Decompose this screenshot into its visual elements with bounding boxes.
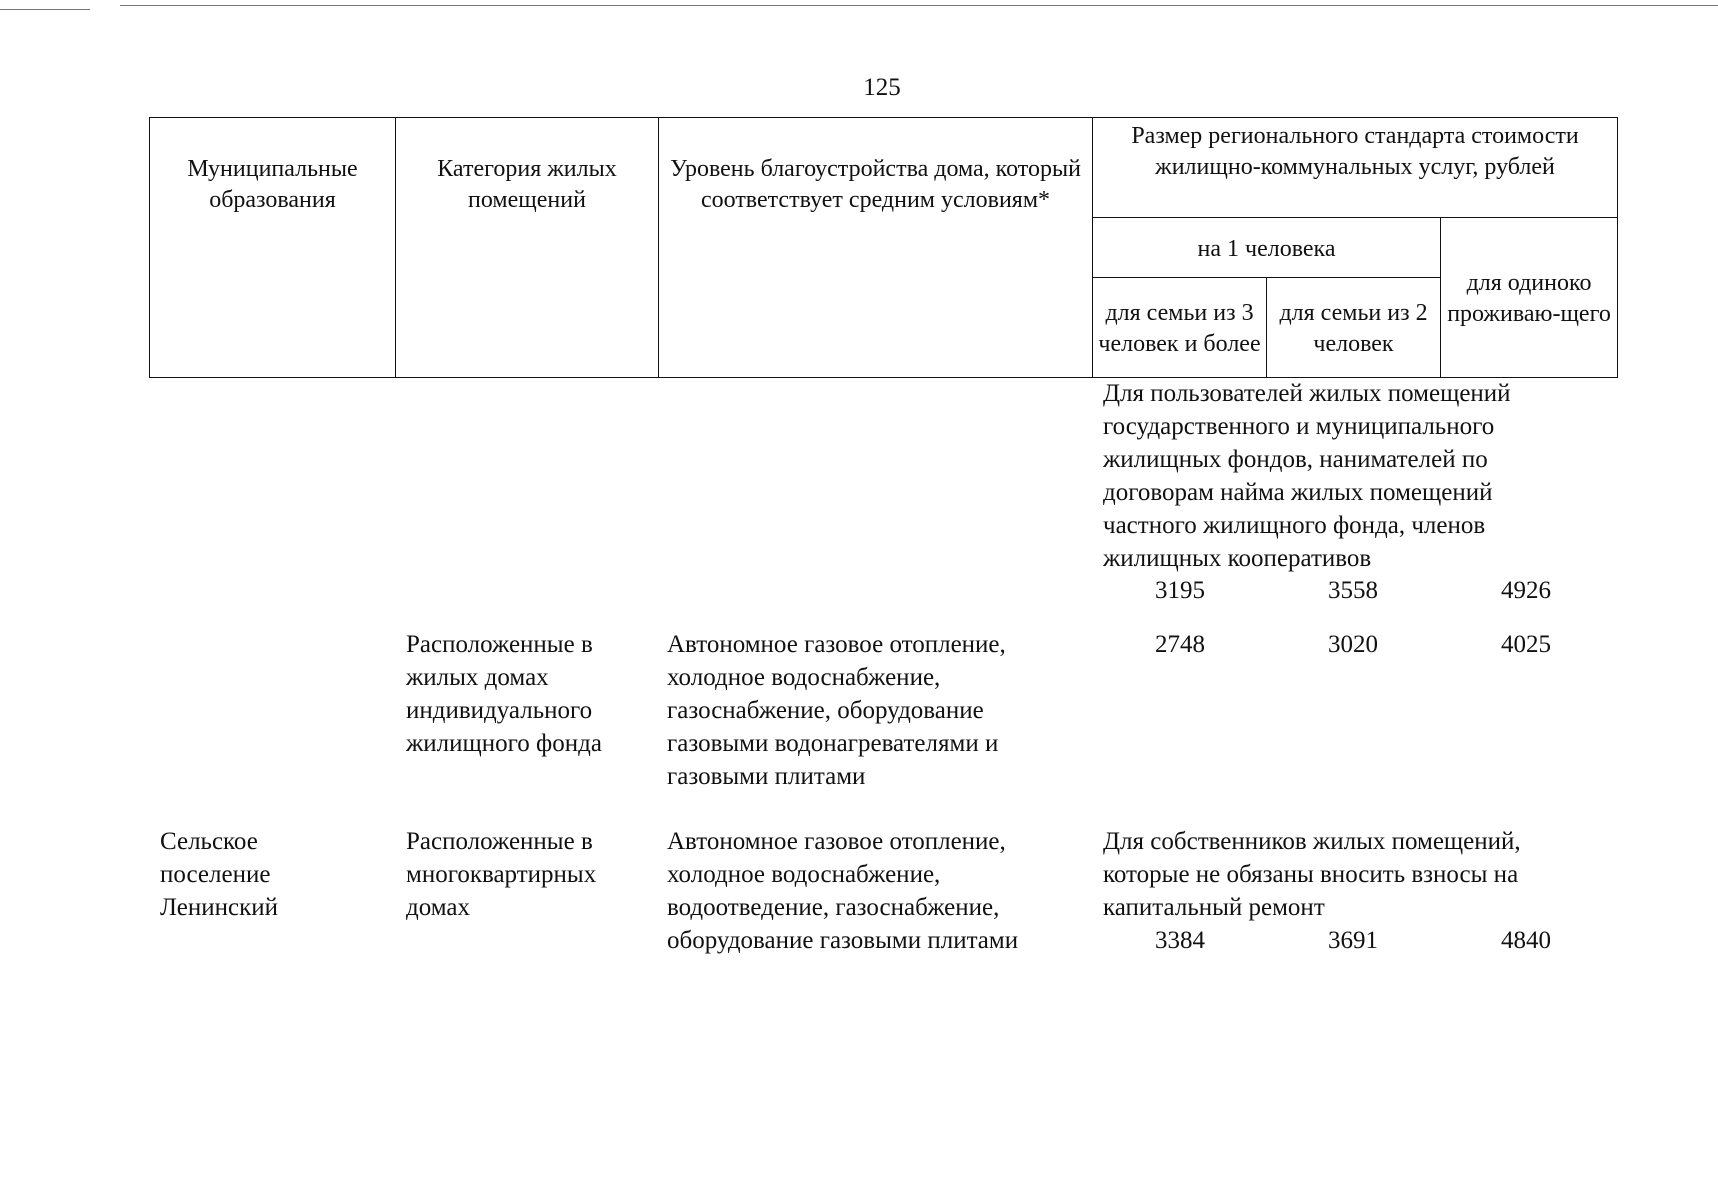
scan-edge-line	[120, 5, 1718, 6]
value-family2: 3691	[1328, 927, 1378, 954]
header-municipal: Муниципальные образования	[150, 118, 396, 378]
header-family2: для семьи из 2 человек	[1267, 278, 1441, 378]
header-single: для одиноко проживаю-щего	[1441, 218, 1618, 378]
scan-edge-line	[0, 9, 90, 10]
header-size: Размер регионального стандарта стоимости жилищно-коммунальных услуг, рублей	[1093, 118, 1618, 218]
value-family3: 3195	[1155, 577, 1205, 604]
value-family3: 2748	[1155, 631, 1205, 658]
category-leninsky: Расположенные в многоквартирных домах	[406, 828, 597, 921]
value-family3: 3384	[1155, 927, 1205, 954]
category-individual: Расположенные в жилых домах индивидуального жилищного фонда	[406, 631, 602, 757]
header-per-person: на 1 человека	[1093, 218, 1441, 278]
value-single: 4025	[1501, 631, 1551, 658]
section-note-tenants: Для пользователей жилых помещений государственного и муниципального жилищных фондов, нанимателей по договорам найма жилых помещений частного жилищного фонда, членов жилищных кооперативов	[1103, 380, 1511, 572]
section-note-owners: Для собственников жилых помещений, которые не обязаны вносить взносы на капитальный ремонт	[1103, 828, 1521, 921]
header-family3: для семьи из 3 человек и более	[1093, 278, 1267, 378]
header-level: Уровень благоустройства дома, который соответствует средним условиям*	[659, 118, 1093, 378]
header-category: Категория жилых помещений	[396, 118, 659, 378]
table-header	[149, 117, 1618, 378]
value-single: 4926	[1501, 577, 1551, 604]
municipal-leninsky: Сельское поселение Ленинский	[160, 828, 279, 921]
value-single: 4840	[1501, 927, 1551, 954]
level-individual: Автономное газовое отопление, холодное водоснабжение, газоснабжение, оборудование газовыми водонагревателями и газовыми плитами	[667, 631, 1006, 790]
level-leninsky: Автономное газовое отопление, холодное водоснабжение, водоотведение, газоснабжение, оборудование газовыми плитами	[667, 828, 1019, 954]
value-family2: 3558	[1328, 577, 1378, 604]
value-family2: 3020	[1328, 631, 1378, 658]
page-number: 125	[863, 74, 901, 101]
